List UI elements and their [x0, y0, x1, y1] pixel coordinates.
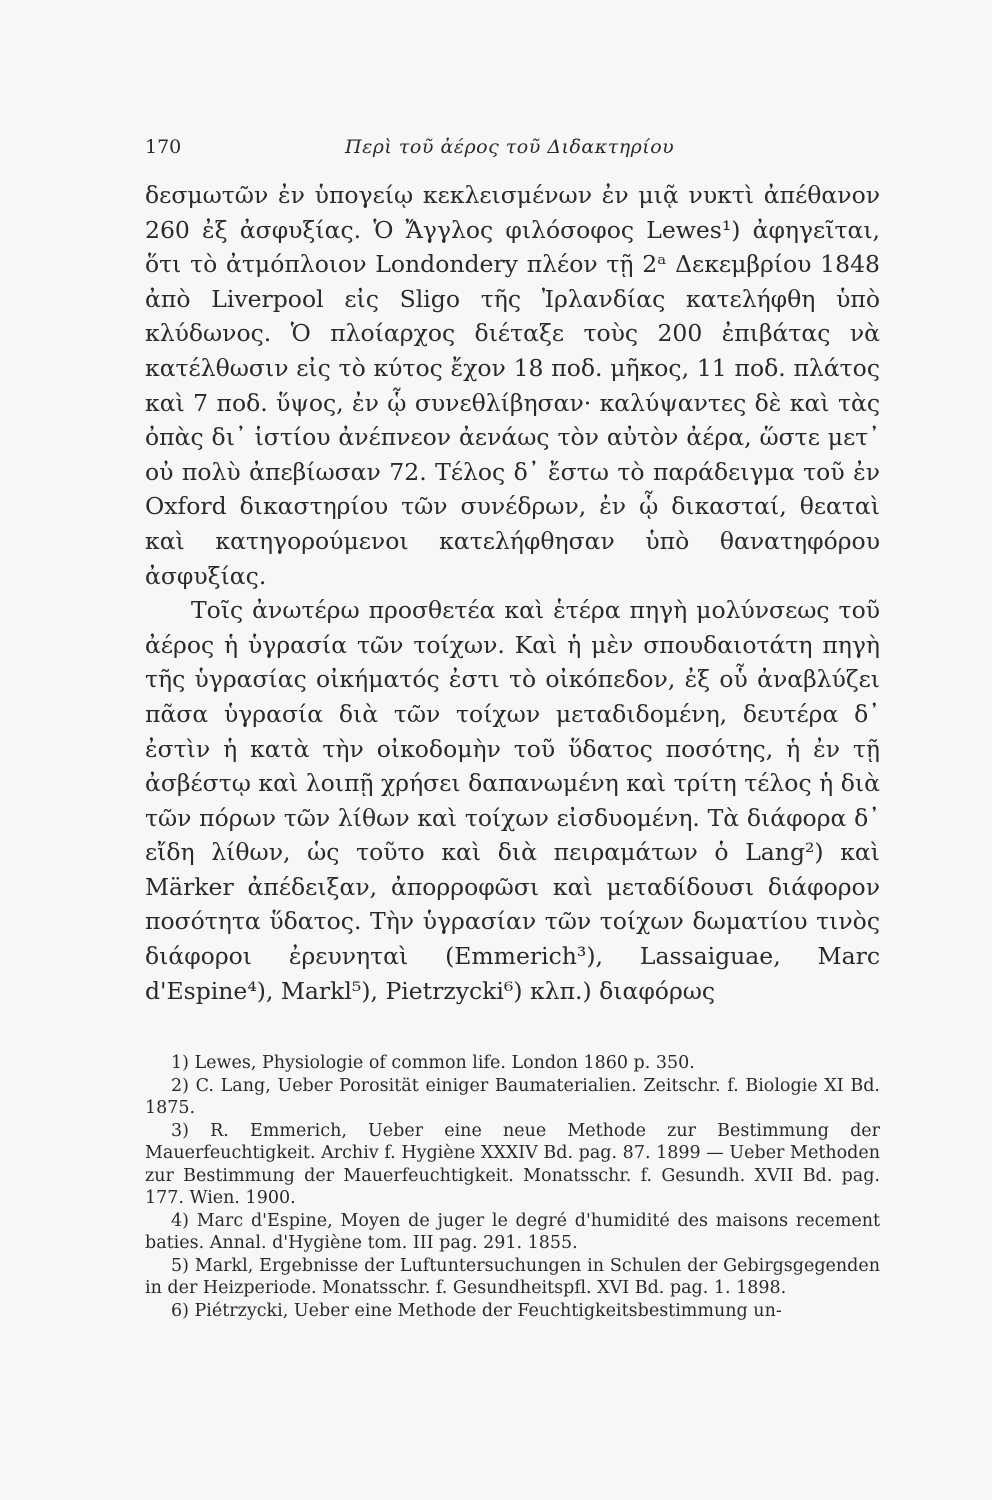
- footnote-5: 5) Markl, Ergebnisse der Luftuntersuchungen in Schulen der Gebirgsgegenden in der Heizperiode. Monatsschr. f. Gesundheitspfl. XVI Bd. pag. 1. 1898.: [145, 1255, 880, 1299]
- footnotes: [145, 1052, 880, 1322]
- footnote-3: 3) R. Emmerich, Ueber eine neue Methode zur Bestimmung der Mauerfeuchtigkeit. Archiv f. Hygiène XXXIV Bd. pag. 87. 1899 — Ueber Methoden zur Bestimmung der Mauerfeuchtigkeit. Monatsschr. f. Gesundh. XVII Bd. pag. 177. Wien. 1900.: [145, 1120, 880, 1209]
- footnote-2: 2) C. Lang, Ueber Porosität einiger Baumaterialien. Zeitschr. f. Biologie XI Bd. 1875.: [145, 1075, 880, 1119]
- page-header: [145, 128, 880, 164]
- body-text: [145, 178, 880, 1008]
- footnote-1: 1) Lewes, Physiologie of common life. London 1860 p. 350.: [171, 1053, 695, 1074]
- paragraph-2: Τοῖς ἀνωτέρω προσθετέα καὶ ἑτέρα πηγὴ μολύνσεως τοῦ ἀέρος ἡ ὑγρασία τῶν τοίχων. Καὶ ἡ μὲν σπουδαιοτάτη πηγὴ τῆς ὑγρασίας οἰκήματός ἐστι τὸ οἰκόπεδον, ἐξ οὗ ἀναβλύζει πᾶσα ὑγρασία διὰ τῶν τοίχων μεταδιδομένη, δευτέρα δ᾽ ἐστὶν ἡ κατὰ τὴν οἰκοδομὴν τοῦ ὕδατος ποσότης, ἡ ἐν τῇ ἀσβέστῳ καὶ λοιπῇ χρήσει δαπανωμένη καὶ τρίτη τέλος ἡ διὰ τῶν πόρων τῶν λίθων καὶ τοίχων εἰσδυομένη. Τὰ διάφορα δ᾽ εἴδη λίθων, ὡς τοῦτο καὶ διὰ πειραμάτων ὁ Lang²) καὶ Märker ἀπέδειξαν, ἀπορροφῶσι καὶ μεταδίδουσι διάφορον ποσότητα ὕδατος. Τὴν ὑγρασίαν τῶν τοίχων δωματίου τινὸς διάφοροι ἐρευνηταὶ (Emmerich³), Lassaiguae, Marc d'Espine⁴), Markl⁵), Pietrzycki⁶) κλπ.) διαφόρως: [145, 596, 880, 1005]
- paragraph-1: δεσμωτῶν ἐν ὑπογείῳ κεκλεισμένων ἐν μιᾷ νυκτὶ ἀπέθανον 260 ἐξ ἀσφυξίας. Ὁ Ἄγγλος φιλόσοφος Lewes¹) ἀφηγεῖται, ὅτι τὸ ἀτμόπλοιον Londondery πλέον τῇ 2ᵃ Δεκεμβρίου 1848 ἀπὸ Liverpool εἰς Sligo τῆς Ἰρλανδίας κατελήφθη ὑπὸ κλύδωνος. Ὁ πλοίαρχος διέταξε τοὺς 200 ἐπιβάτας νὰ κατέλθωσιν εἰς τὸ κύτος ἔχον 18 ποδ. μῆκος, 11 ποδ. πλάτος καὶ 7 ποδ. ὕψος, ἐν ᾧ συνεθλίβησαν· καλύψαντες δὲ καὶ τὰς ὀπὰς δι᾽ ἱστίου ἀνέπνεον ἀενάως τὸν αὐτὸν ἀέρα, ὥστε μετ᾽ οὐ πολὺ ἀπεβίωσαν 72. Τέλος δ᾽ ἔστω τὸ παράδειγμα τοῦ ἐν Oxford δικαστηρίου τῶν συνέδρων, ἐν ᾧ δικασταί, θεαταὶ καὶ κατηγορούμενοι κατελήφθησαν ὑπὸ θανατηφόρου ἀσφυξίας.: [145, 181, 880, 590]
- book-page: [145, 128, 880, 1322]
- footnote-6: 6) Piétrzycki, Ueber eine Methode der Feuchtigkeitsbestimmung un-: [171, 1300, 782, 1321]
- running-title: Περὶ τοῦ ἀέρος τοῦ Διδακτηρίου: [345, 136, 675, 158]
- footnote-4: 4) Marc d'Espine, Moyen de juger le degré d'humidité des maisons recement baties. Annal. d'Hygiène tom. III pag. 291. 1855.: [145, 1210, 880, 1254]
- page-number: 170: [145, 136, 182, 158]
